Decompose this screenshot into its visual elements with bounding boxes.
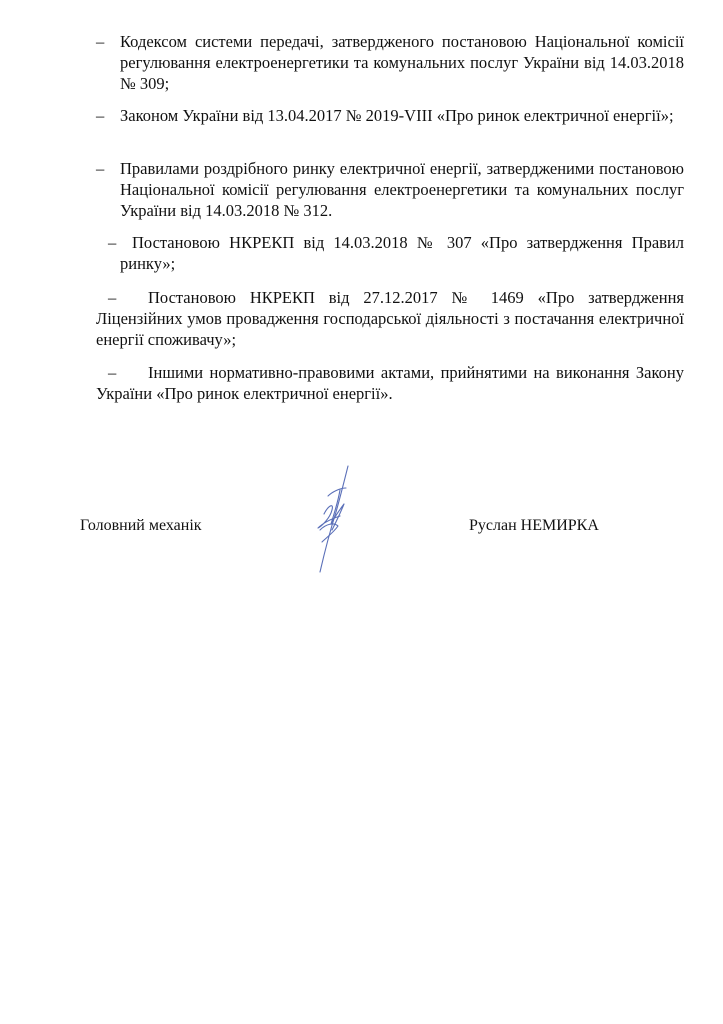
list-item: [96, 362, 684, 404]
list-item: [96, 105, 684, 126]
list-dash: –: [108, 363, 117, 382]
list-item-text: Постановою НКРЕКП від 14.03.2018 № 307 «Про затвердження Правил: [132, 233, 684, 252]
signatory-position: Головний механік: [80, 517, 202, 534]
list-dash: –: [96, 32, 105, 51]
list-item: [96, 287, 684, 350]
list-item: [96, 232, 684, 274]
list-dash: –: [96, 159, 105, 178]
list-dash: –: [108, 288, 117, 307]
handwritten-signature: [300, 462, 370, 574]
list-dash: –: [108, 233, 117, 252]
list-item: [96, 31, 684, 94]
list-item-text: Постановою НКРЕКП від 27.12.2017 № 1469 «Про затвердження Ліцензійних умов провадження господарської діяльності з постачання електричної енергії споживачу»;: [96, 288, 684, 349]
list-item-text-continued: ринку»;: [120, 254, 176, 273]
list-item-text: Законом України від 13.04.2017 № 2019-VIII «Про ринок електричної енергії»;: [120, 106, 674, 125]
list-item-text: Кодексом системи передачі, затвердженого постановою Національної комісії регулювання електроенергетики та комунальних послуг України від 14.03.2018 № 309;: [120, 32, 684, 93]
signature-stroke: [320, 524, 338, 542]
signatory-name: Руслан НЕМИРКА: [469, 517, 599, 534]
signature-stroke: [328, 488, 346, 496]
list-item-text: Іншими нормативно-правовими актами, прийнятими на виконання Закону України «Про ринок електричної енергії».: [96, 363, 684, 403]
list-dash: –: [96, 106, 105, 125]
list-item-text: Правилами роздрібного ринку електричної енергії, затвердженими постановою Національної комісії регулювання електроенергетики та комунальних послуг України від 14.03.2018 № 312.: [120, 159, 684, 220]
list-item: [96, 158, 684, 221]
